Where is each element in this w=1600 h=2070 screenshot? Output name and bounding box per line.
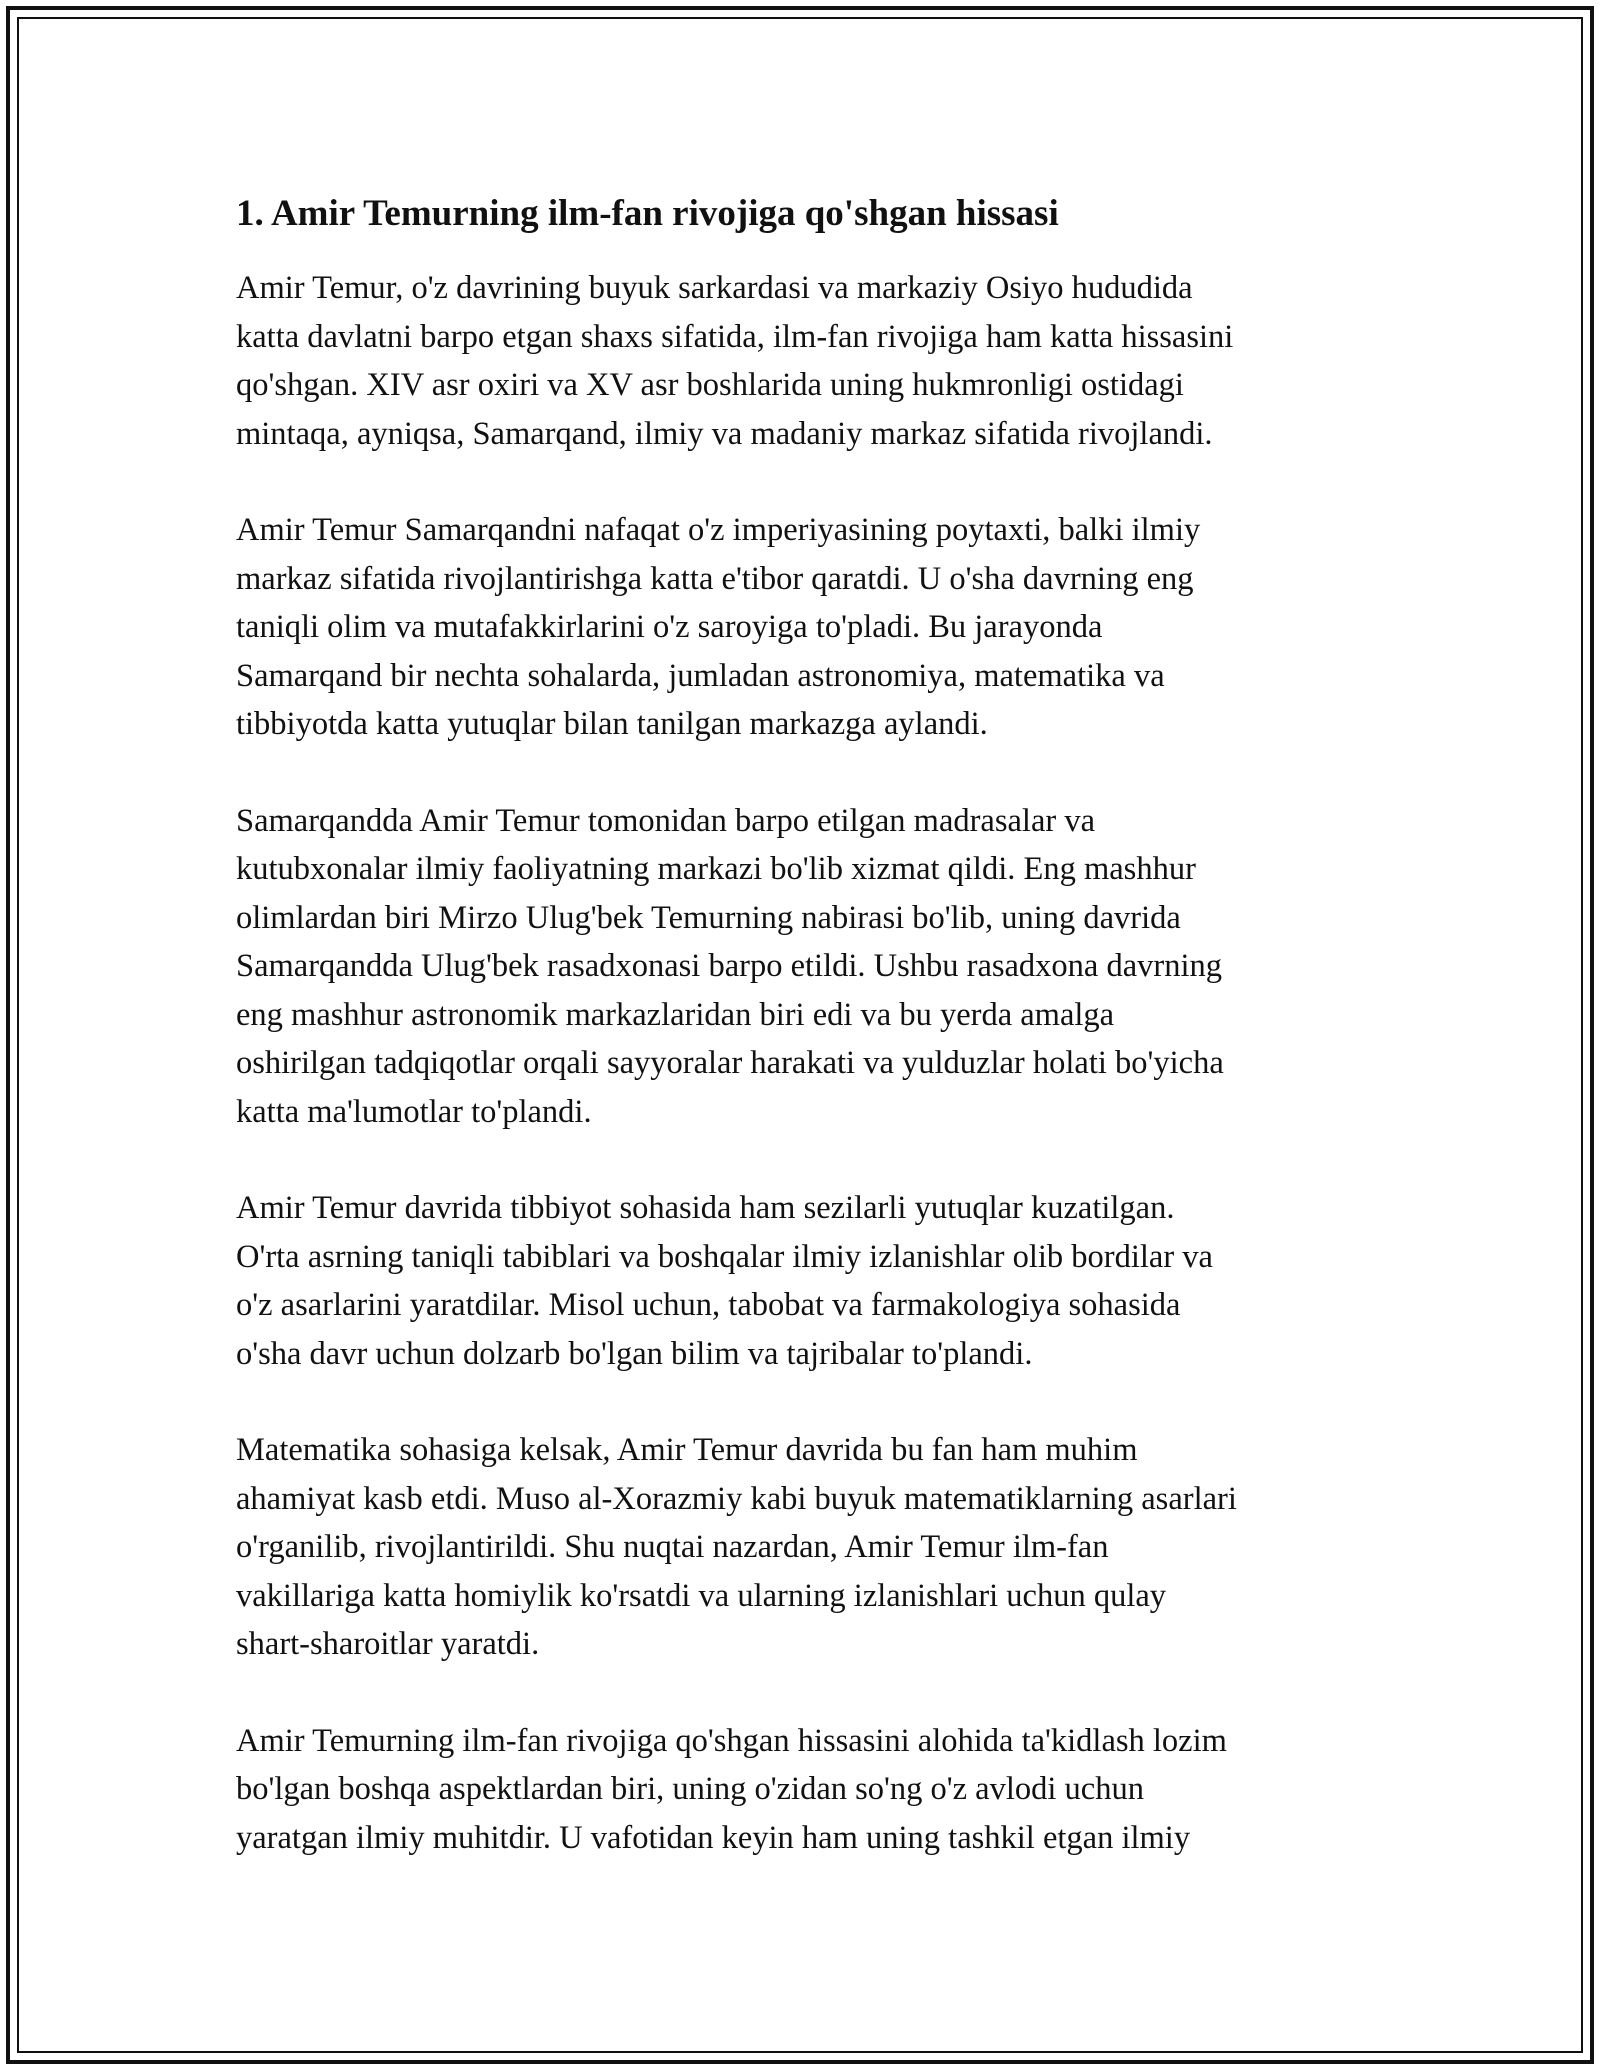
text-line: ahamiyat kasb etdi. Muso al-Xorazmiy kabi buyuk matematiklarning asarlari	[236, 1480, 1237, 1517]
text-line: Amir Temur, o'z davrining buyuk sarkardasi va markaziy Osiyo hududida	[236, 270, 1193, 306]
text-line: shart-sharoitlar yaratdi.	[236, 1626, 540, 1662]
text-line: olimlardan biri Mirzo Ulug'bek Temurning nabirasi bo'lib, uning davrida	[236, 899, 1181, 936]
text-line: Amir Temurning ilm-fan rivojiga qo'shgan hissasini alohida ta'kidlash lozim	[236, 1722, 1227, 1759]
text-line: kutubxonalar ilmiy faoliyatning markazi bo'lib xizmat qildi. Eng mashhur	[236, 851, 1196, 887]
paragraph-6	[236, 1717, 1376, 1863]
document-body	[236, 186, 1376, 1862]
text-line: oshirilgan tadqiqotlar orqali sayyoralar harakati va yulduzlar holati bo'yicha	[236, 1045, 1224, 1081]
text-line: Samarqandda Ulug'bek rasadxonasi barpo etildi. Ushbu rasadxona davrning	[236, 948, 1223, 984]
text-line: Samarqand bir nechta sohalarda, jumladan astronomiya, matematika va	[236, 657, 1165, 694]
text-line: vakillariga katta homiylik ko'rsatdi va ularning izlanishlari uchun qulay	[236, 1577, 1167, 1614]
text-line: bo'lgan boshqa aspektlardan biri, uning o'zidan so'ng o'z avlodi uchun	[236, 1771, 1144, 1807]
text-line: taniqli olim va mutafakkirlarini o'z saroyiga to'pladi. Bu jarayonda	[236, 609, 1103, 645]
text-line: yaratgan ilmiy muhitdir. U vafotidan keyin ham uning tashkil etgan ilmiy	[236, 1819, 1191, 1856]
text-line: Samarqandda Amir Temur tomonidan barpo etilgan madrasalar va	[236, 802, 1096, 839]
text-line: o'sha davr uchun dolzarb bo'lgan bilim va tajribalar to'plandi.	[236, 1335, 1033, 1372]
paragraph-5	[236, 1426, 1376, 1669]
paragraph-1	[236, 264, 1376, 458]
text-line: Amir Temur davrida tibbiyot sohasida ham sezilarli yutuqlar kuzatilgan.	[236, 1190, 1175, 1226]
paragraph-3	[236, 797, 1376, 1137]
text-line: qo'shgan. XIV asr oxiri va XV asr boshlarida uning hukmronligi ostidagi	[236, 367, 1184, 403]
text-line: o'rganilib, rivojlantirildi. Shu nuqtai nazardan, Amir Temur ilm-fan	[236, 1529, 1109, 1565]
text-line: tibbiyotda katta yutuqlar bilan tanilgan markazga aylandi.	[236, 706, 988, 742]
document-title: 1. Amir Temurning ilm-fan rivojiga qo'shgan hissasi	[236, 193, 1059, 234]
text-line: Matematika sohasiga kelsak, Amir Temur davrida bu fan ham muhim	[236, 1432, 1138, 1468]
text-line: katta davlatni barpo etgan shaxs sifatida, ilm-fan rivojiga ham katta hissasini	[236, 318, 1234, 355]
text-line: katta ma'lumotlar to'plandi.	[236, 1093, 592, 1130]
paragraph-4	[236, 1184, 1376, 1378]
text-line: eng mashhur astronomik markazlaridan biri edi va bu yerda amalga	[236, 996, 1115, 1033]
text-line: Amir Temur Samarqandni nafaqat o'z imperiyasining poytaxti, balki ilmiy	[236, 512, 1201, 548]
text-line: o'z asarlarini yaratdilar. Misol uchun, tabobat va farmakologiya sohasida	[236, 1287, 1181, 1323]
text-line: O'rta asrning taniqli tabiblari va boshqalar ilmiy izlanishlar olib bordilar va	[236, 1238, 1213, 1275]
paragraph-2	[236, 506, 1376, 749]
text-line: markaz sifatida rivojlantirishga katta e'tibor qaratdi. U o'sha davrning eng	[236, 560, 1194, 597]
text-line: mintaqa, ayniqsa, Samarqand, ilmiy va madaniy markaz sifatida rivojlandi.	[236, 415, 1213, 452]
